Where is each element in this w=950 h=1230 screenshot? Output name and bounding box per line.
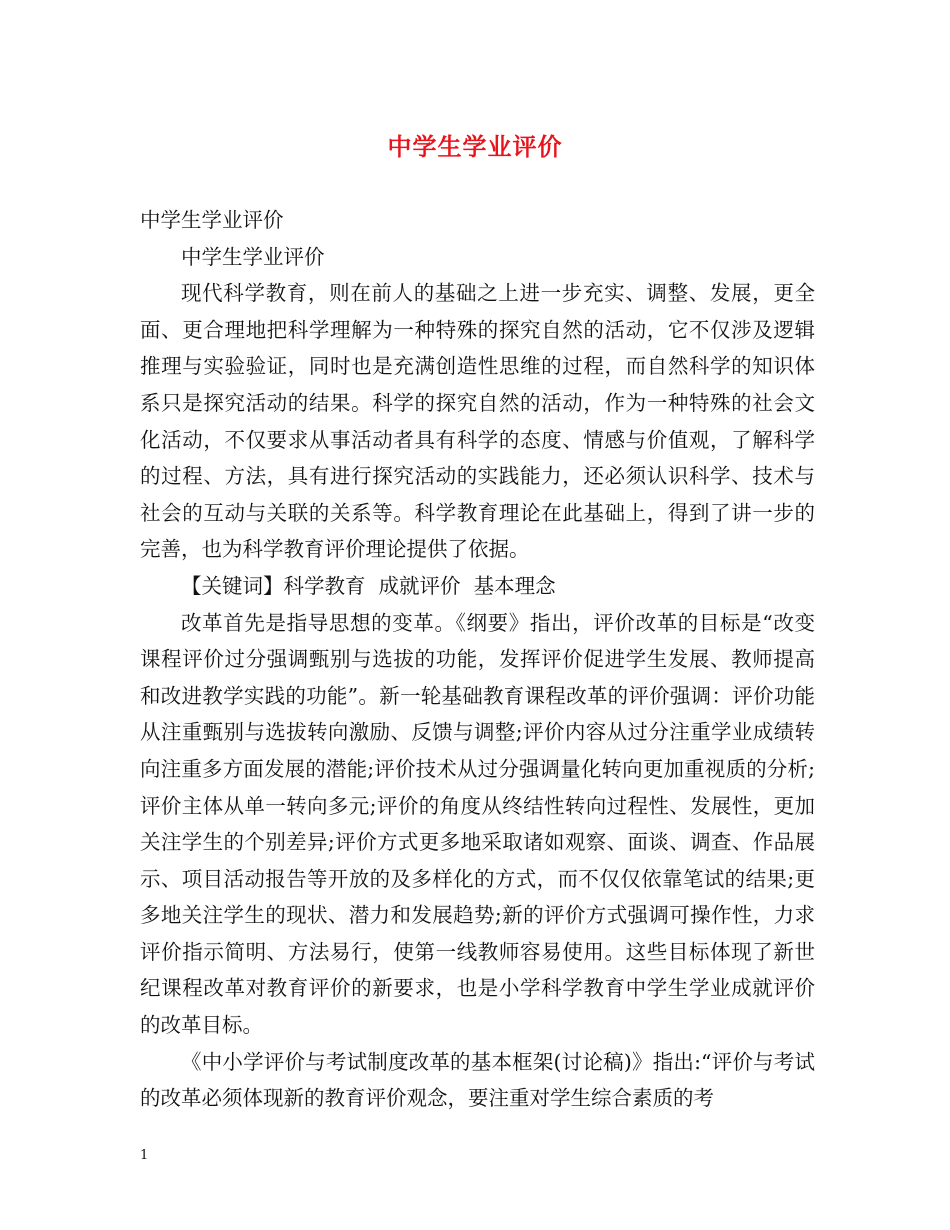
body-subheading-line: 中学生学业评价 xyxy=(181,244,325,269)
document-body xyxy=(140,202,815,1117)
paragraph-keywords: 【关键词】科学教育 成就评价 基本理念 xyxy=(181,573,556,598)
paragraph-intro: 现代科学教育，则在前人的基础之上进一步充实、调整、发展，更全面、更合理地把科学理解为一种特殊的探究自然的活动，它不仅涉及逻辑推理与实验验证，同时也是充满创造性思维的过程，而自然科学的知识体系只是探究活动的结果。科学的探究自然的活动，作为一种特殊的社会文化活动，不仅要求从事活动者具有科学的态度、情感与价值观，了解科学的过程、方法，具有进行探究活动的实践能力，还必须认识科学、技术与社会的互动与关联的关系等。科学教育理论在此基础上，得到了讲一步的完善，也为科学教育评价理论提供了依据。 xyxy=(140,281,815,562)
body-heading-line: 中学生学业评价 xyxy=(140,208,284,232)
document-title: 中学生学业评价 xyxy=(387,132,563,161)
paragraph-reform: 改革首先是指导思想的变革。《纲要》指出，评价改革的目标是“改变课程评价过分强调甄别与选拔的功能，发挥评价促进学生发展、教师提高和改进教学实践的功能”。新一轮基础教育课程改革的评价强调：评价功能从注重甄别与选拔转向激励、反馈与调整;评价内容从过分注重学业成绩转向注重多方面发展的潜能;评价技术从过分强调量化转向更加重视质的分析;评价主体从单一转向多元;评价的角度从终结性转向过程性、发展性，更加关注学生的个别差异;评价方式更多地采取诸如观察、面谈、调查、作品展示、项目活动报告等开放的及多样化的方式，而不仅仅依靠笔试的结果;更多地关注学生的现状、潜力和发展趋势;新的评价方式强调可操作性，力求评价指示简明、方法易行，使第一线教师容易使用。这些目标体现了新世纪课程改革对教育评价的新要求，也是小学科学教育中学生学业成就评价的改革目标。 xyxy=(140,610,815,1038)
page-number: 1 xyxy=(140,1148,149,1163)
paragraph-framework: 《中小学评价与考试制度改革的基本框架(讨论稿)》指出:“评价与考试的改革必须体现新的教育评价观念，要注重对学生综合素质的考 xyxy=(140,1049,815,1111)
